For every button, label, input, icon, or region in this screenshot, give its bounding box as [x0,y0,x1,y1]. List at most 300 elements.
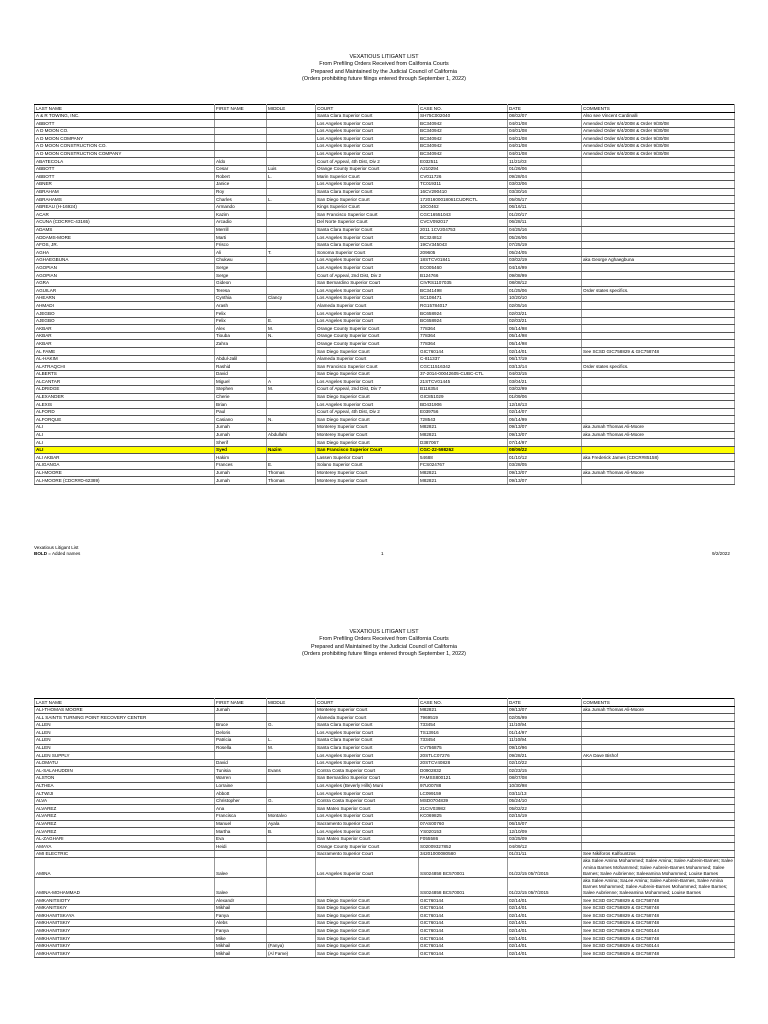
litigant-table-page-1 [34,104,735,485]
cell-middle [267,401,316,409]
cell-comments [582,158,735,166]
cell-case-no: BC324812 [419,234,508,242]
cell-middle [267,370,316,378]
cell-middle [267,310,316,318]
table-row [35,774,735,782]
cell-last-name: AMAYA [35,843,215,851]
cell-date: 07/14/97 [508,439,582,447]
cell-case-no: 07AS00760 [419,820,508,828]
col-case-no: CASE NO. [419,699,508,707]
cell-middle: Thomas [267,477,316,485]
cell-first-name: Janice [215,180,267,188]
cell-date: 02/14/01 [508,919,582,927]
cell-first-name: Heidi [215,843,267,851]
cell-first-name [215,112,267,120]
cell-court: Los Angeles Superior Court [316,135,419,143]
cell-first-name: Casiano [215,416,267,424]
cell-last-name: ABBOTT [35,165,215,173]
cell-court: Alameda Superior Court [316,714,419,722]
table-row [35,127,735,135]
cell-comments [582,835,735,843]
cell-case-no: M82821 [419,477,508,485]
cell-comments [582,828,735,836]
footer-bold-label: BOLD [34,551,48,556]
table-row [35,264,735,272]
cell-court: Los Angeles Superior Court [316,759,419,767]
cell-court: San Diego Superior Court [316,904,419,912]
cell-case-no: 209605 [419,249,508,257]
cell-middle [267,363,316,371]
cell-case-no: 19CV345043 [419,241,508,249]
cell-date: 04/03/15 [508,370,582,378]
cell-middle [267,454,316,462]
cell-middle [267,287,316,295]
cell-comments: See Nikiforos Kalfountzos [582,850,735,858]
table-row [35,188,735,196]
cell-court: Lassen Superior Court [316,454,419,462]
cell-last-name: AMKHANITSKIY [35,919,215,927]
cell-date: 08/02/07 [508,112,582,120]
cell-case-no: 20STCV40828 [419,759,508,767]
cell-first-name: Warren [215,774,267,782]
cell-comments [582,370,735,378]
cell-middle [267,127,316,135]
cell-last-name: ALI-THOMAS MOORE [35,706,215,714]
cell-court: Los Angeles (Beverly Hills) Muni [316,782,419,790]
cell-case-no: 37-2014-00042605-CUBC-CTL [419,370,508,378]
cell-court: San Diego Superior Court [316,348,419,356]
table-row [35,850,735,858]
cell-date: 02/14/01 [508,942,582,950]
cell-last-name: ALI [35,431,215,439]
cell-court: Contra Costa Superior Court [316,797,419,805]
cell-court: Los Angeles Superior Court [316,828,419,836]
cell-case-no: 97U00788 [419,782,508,790]
cell-middle [267,912,316,920]
cell-court: San Mateo Superior Court [316,805,419,813]
cell-middle: L. [267,196,316,204]
cell-middle: M. [267,385,316,393]
cell-middle [267,423,316,431]
cell-case-no: 16CV290410 [419,188,508,196]
cell-first-name: Merrill [215,226,267,234]
cell-last-name: ALVAREZ [35,805,215,813]
cell-comments: See SCSD GIC758829 & GIC758748 [582,912,735,920]
table-row [35,317,735,325]
cell-date: 05/14/99 [508,416,582,424]
cell-case-no: D387067 [419,439,508,447]
cell-comments [582,325,735,333]
cell-date: 03/02/19 [508,256,582,264]
cell-court: Santa Clara Superior Court [316,736,419,744]
cell-comments [582,294,735,302]
cell-comments [582,744,735,752]
cell-case-no: BC658924 [419,310,508,318]
cell-middle: B. [267,828,316,836]
cell-date: 01/10/12 [508,454,582,462]
list-preparer: Prepared and Maintained by the Judicial Council of California [311,643,457,650]
cell-middle [267,302,316,310]
cell-last-name: ALL SAINTS TURNING POINT RECOVERY CENTER [35,714,215,722]
cell-last-name: ALIGANGA [35,461,215,469]
cell-middle [267,805,316,813]
col-first-name: FIRST NAME [215,699,267,707]
list-subtitle: From Prefiling Orders Received from California Courts [319,636,449,643]
cell-court: San Diego Superior Court [316,927,419,935]
cell-case-no: EC005460 [419,264,508,272]
cell-last-name: AMKHANITSKIY [35,942,215,950]
footer-page-number: 1 [381,551,384,556]
table-row [35,378,735,386]
cell-date: 05/05/17 [508,196,582,204]
table-row [35,439,735,447]
cell-last-name: ALEXANDER [35,393,215,401]
table-row [35,287,735,295]
cell-case-no: GIC760144 [419,942,508,950]
cell-comments [582,416,735,424]
cell-date: 10/20/10 [508,294,582,302]
cell-middle: Ayala [267,820,316,828]
cell-middle: Nazim [267,446,316,454]
table-row [35,454,735,462]
cell-comments [582,774,735,782]
cell-middle [267,729,316,737]
cell-date: 05/24/10 [508,797,582,805]
cell-last-name: ABNER [35,180,215,188]
cell-court: San Mateo Superior Court [316,835,419,843]
table-row [35,272,735,280]
cell-first-name: Arcadio [215,218,267,226]
cell-court: Los Angeles Superior Court [316,752,419,760]
cell-date: 02/14/01 [508,904,582,912]
cell-middle: M. [267,325,316,333]
cell-comments: See SCSD GIC758829 & GIC758748 [582,904,735,912]
cell-comments [582,272,735,280]
cell-middle [267,935,316,943]
cell-case-no: BC340942 [419,142,508,150]
cell-case-no: 2011 1CV204753 [419,226,508,234]
cell-last-name: ALVAREZ [35,828,215,836]
cell-last-name: AMKANITSIOTY [35,897,215,905]
cell-date: 02/14/01 [508,897,582,905]
table-row [35,752,735,760]
cell-last-name: ALLEN [35,729,215,737]
cell-first-name: Felix [215,317,267,325]
cell-first-name [215,120,267,128]
cell-last-name: ALI [35,423,215,431]
cell-case-no: TS13916 [419,729,508,737]
cell-comments [582,385,735,393]
cell-case-no: GIC760144 [419,927,508,935]
cell-first-name: Serge [215,272,267,280]
cell-case-no: FAMSS800121 [419,774,508,782]
cell-first-name: Miguel [215,378,267,386]
cell-court: San Francisco Superior Court [316,363,419,371]
cell-middle: Abdullahi [267,431,316,439]
cell-middle [267,774,316,782]
cell-first-name: Cesar [215,165,267,173]
cell-court: Orange County Superior Court [316,843,419,851]
cell-first-name: Felix [215,310,267,318]
table-row [35,897,735,905]
table-header-row [35,105,735,113]
cell-comments [582,767,735,775]
cell-date: 12/10/09 [508,828,582,836]
table-row [35,203,735,211]
cell-court: Los Angeles Superior Court [316,142,419,150]
cell-case-no: GIC851029 [419,393,508,401]
table-row [35,446,735,454]
cell-court: Los Angeles Superior Court [316,120,419,128]
cell-comments: See SCSD GIC758829 & GIC758748 [582,348,735,356]
cell-last-name: ALI AKBAR [35,454,215,462]
cell-date: 01/20/17 [508,211,582,219]
cell-comments: AKA Dave Bishof [582,752,735,760]
cell-date: 05/26/06 [508,234,582,242]
cell-comments [582,355,735,363]
cell-last-name: AL-SALAHUDDIN [35,767,215,775]
cell-first-name: Arash [215,302,267,310]
cell-case-no: CV756875 [419,744,508,752]
cell-case-no: CV011726 [419,173,508,181]
cell-date: 01/22/15 05/7/2015 [508,877,582,896]
cell-court: Santa Clara Superior Court [316,112,419,120]
table-row [35,935,735,943]
cell-comments [582,736,735,744]
cell-first-name: Francisca [215,812,267,820]
cell-comments: Amended Order 6/4/2008 & Order 9/30/08 [582,127,735,135]
cell-comments [582,820,735,828]
cell-last-name: AGUILAR [35,287,215,295]
cell-comments [582,408,735,416]
cell-middle: Evans [267,767,316,775]
cell-first-name: Stephen [215,385,267,393]
cell-case-no: GIC760144 [419,897,508,905]
cell-last-name: A D MOON CO. [35,127,215,135]
table-row [35,393,735,401]
cell-middle [267,226,316,234]
cell-first-name: Hakim [215,454,267,462]
cell-comments: aka Salee Amina; SaLee Amina; Salee Aubrein-Barnes, Salee Amina Barnes Mohammed; Salee Aubrein-Barnes Mohammed; Salee Barnes; Salee Aubrienne; Saleeamina Mohammed; Louise Barnes [582,877,735,896]
table-row [35,461,735,469]
cell-last-name: AKBAR [35,325,215,333]
cell-first-name: Roy [215,188,267,196]
cell-comments: aka Jumah Thomas Ali-Moore [582,431,735,439]
cell-case-no: KC069825 [419,812,508,820]
table-row [35,812,735,820]
cell-court: Los Angeles Superior Court [316,310,419,318]
list-title: VEXATIOUS LITIGANT LIST [349,629,419,635]
cell-last-name: ABBOTT [35,120,215,128]
cell-first-name: Alexandr [215,897,267,905]
cell-middle [267,135,316,143]
table-row [35,158,735,166]
table-row [35,714,735,722]
cell-last-name: A D MOON CONSTRUCTION COMPANY [35,150,215,158]
table-row [35,332,735,340]
cell-court: Santa Clara Superior Court [316,226,419,234]
cell-comments [582,812,735,820]
cell-comments: Order states specifics. [582,287,735,295]
table-row [35,835,735,843]
cell-case-no: 21CIV03982 [419,805,508,813]
cell-date: 09/28/21 [508,752,582,760]
cell-last-name: AJEGBO [35,310,215,318]
cell-date: 02/03/21 [508,310,582,318]
cell-last-name: ACUNA (CDCR#C-43165) [35,218,215,226]
table-row [35,340,735,348]
cell-first-name: Mikhail [215,950,267,958]
table-row [35,843,735,851]
cell-court: Los Angeles Superior Court [316,401,419,409]
cell-middle: (Al Fame) [267,950,316,958]
cell-last-name: ALI-MOORE (CDCR#D-62389) [35,477,215,485]
table-row [35,180,735,188]
cell-last-name: ACAR [35,211,215,219]
cell-last-name: AMINA-MOHAMMAD [35,877,215,896]
cell-first-name: Kazim [215,211,267,219]
cell-comments [582,446,735,454]
cell-court: Court of Appeal, 4th Dist, Div 2 [316,158,419,166]
table-row [35,355,735,363]
cell-date: 04/25/16 [508,226,582,234]
table-row [35,112,735,120]
cell-last-name: ALVAREZ [35,820,215,828]
cell-case-no: BC341498 [419,287,508,295]
cell-case-no: M82821 [419,423,508,431]
cell-court: San Diego Superior Court [316,912,419,920]
cell-middle [267,897,316,905]
cell-court: Los Angeles Superior Court [316,317,419,325]
table-row [35,120,735,128]
cell-comments [582,302,735,310]
cell-case-no: BC658924 [419,317,508,325]
cell-date: 05/14/98 [508,340,582,348]
cell-court: San Diego Superior Court [316,439,419,447]
cell-comments: aka Jumah Thomas Ali-Moore [582,469,735,477]
cell-middle [267,256,316,264]
cell-comments: See SCSD GIC758829 & GIC758748 [582,919,735,927]
cell-middle [267,203,316,211]
cell-date: 05/24/05 [508,249,582,257]
cell-court: Monterey Superior Court [316,706,419,714]
cell-date: 01/25/06 [508,287,582,295]
cell-middle [267,843,316,851]
table-row [35,744,735,752]
cell-comments: Amended Order 6/4/2008 & Order 9/30/08 [582,150,735,158]
cell-first-name: Jumah [215,423,267,431]
cell-court: Monterey Superior Court [316,423,419,431]
cell-first-name: Abbott [215,790,267,798]
table-body-page-1 [35,112,735,484]
table-row [35,904,735,912]
cell-comments [582,279,735,287]
cell-date: 08/08/12 [508,279,582,287]
cell-date: 01/22/15 05/7/2015 [508,858,582,877]
col-date: DATE [508,699,582,707]
cell-date: 03/11/13 [508,790,582,798]
cell-case-no: SC108471 [419,294,508,302]
cell-first-name: Frances [215,461,267,469]
cell-court: Los Angeles Superior Court [316,256,419,264]
table-row [35,241,735,249]
cell-middle [267,706,316,714]
table-row [35,325,735,333]
cell-middle [267,340,316,348]
cell-last-name: ALLEN [35,736,215,744]
cell-court: Marin Superior Court [316,173,419,181]
cell-case-no: 778364 [419,325,508,333]
cell-middle [267,112,316,120]
cell-court: San Diego Superior Court [316,950,419,958]
cell-middle [267,348,316,356]
cell-last-name: A D MOON CONSTRUCTION CO. [35,142,215,150]
cell-last-name: AMKHANITSKIY [35,935,215,943]
cell-comments [582,188,735,196]
cell-court: San Francisco Superior Court [316,446,419,454]
cell-last-name: AGHAEGBUNA [35,256,215,264]
cell-case-no: B116354 [419,385,508,393]
cell-first-name: Mikhail [215,942,267,950]
cell-comments [582,843,735,851]
cell-last-name: ALOMATU [35,759,215,767]
table-row [35,370,735,378]
list-date-range: (Orders prohibiting future filings entered through September 1, 2022) [302,651,466,658]
cell-date: 04/01/08 [508,150,582,158]
col-middle: MIDDLE [267,699,316,707]
cell-case-no: GIC760144 [419,912,508,920]
table-row [35,927,735,935]
cell-date: 11/10/94 [508,721,582,729]
cell-first-name [215,752,267,760]
cell-court: Los Angeles Superior Court [316,180,419,188]
cell-court: Los Angeles Superior Court [316,858,419,877]
cell-comments [582,759,735,767]
cell-first-name: Chukwu [215,256,267,264]
cell-middle [267,759,316,767]
cell-last-name: AFOS, JR. [35,241,215,249]
cell-date: 01/14/97 [508,729,582,737]
cell-first-name: Jumah [215,469,267,477]
cell-middle [267,241,316,249]
cell-case-no: BC340942 [419,135,508,143]
cell-comments [582,805,735,813]
cell-comments: See SCSD GIC758829 & GIC758748 [582,950,735,958]
col-comments: COMMENTS [582,105,735,113]
cell-date: 03/30/16 [508,188,582,196]
cell-first-name: Bruce [215,721,267,729]
cell-court: San Diego Superior Court [316,935,419,943]
cell-case-no: BD431906 [419,401,508,409]
cell-first-name: Brian [215,401,267,409]
cell-middle [267,835,316,843]
cell-date: 03/13/14 [508,363,582,371]
cell-comments [582,461,735,469]
cell-middle: L. [267,173,316,181]
cell-court: San Francisco Superior Court [316,211,419,219]
cell-middle: G. [267,721,316,729]
cell-court: San Diego Superior Court [316,942,419,950]
cell-comments [582,180,735,188]
cell-date: 02/15/19 [508,812,582,820]
cell-court: Monterey Superior Court [316,477,419,485]
table-row [35,256,735,264]
cell-first-name: Zahra [215,340,267,348]
cell-date: 06/16/11 [508,203,582,211]
cell-comments [582,310,735,318]
cell-date: 02/14/01 [508,348,582,356]
cell-court: Court of Appeal, 2nd Dist, Div 2 [316,272,419,280]
